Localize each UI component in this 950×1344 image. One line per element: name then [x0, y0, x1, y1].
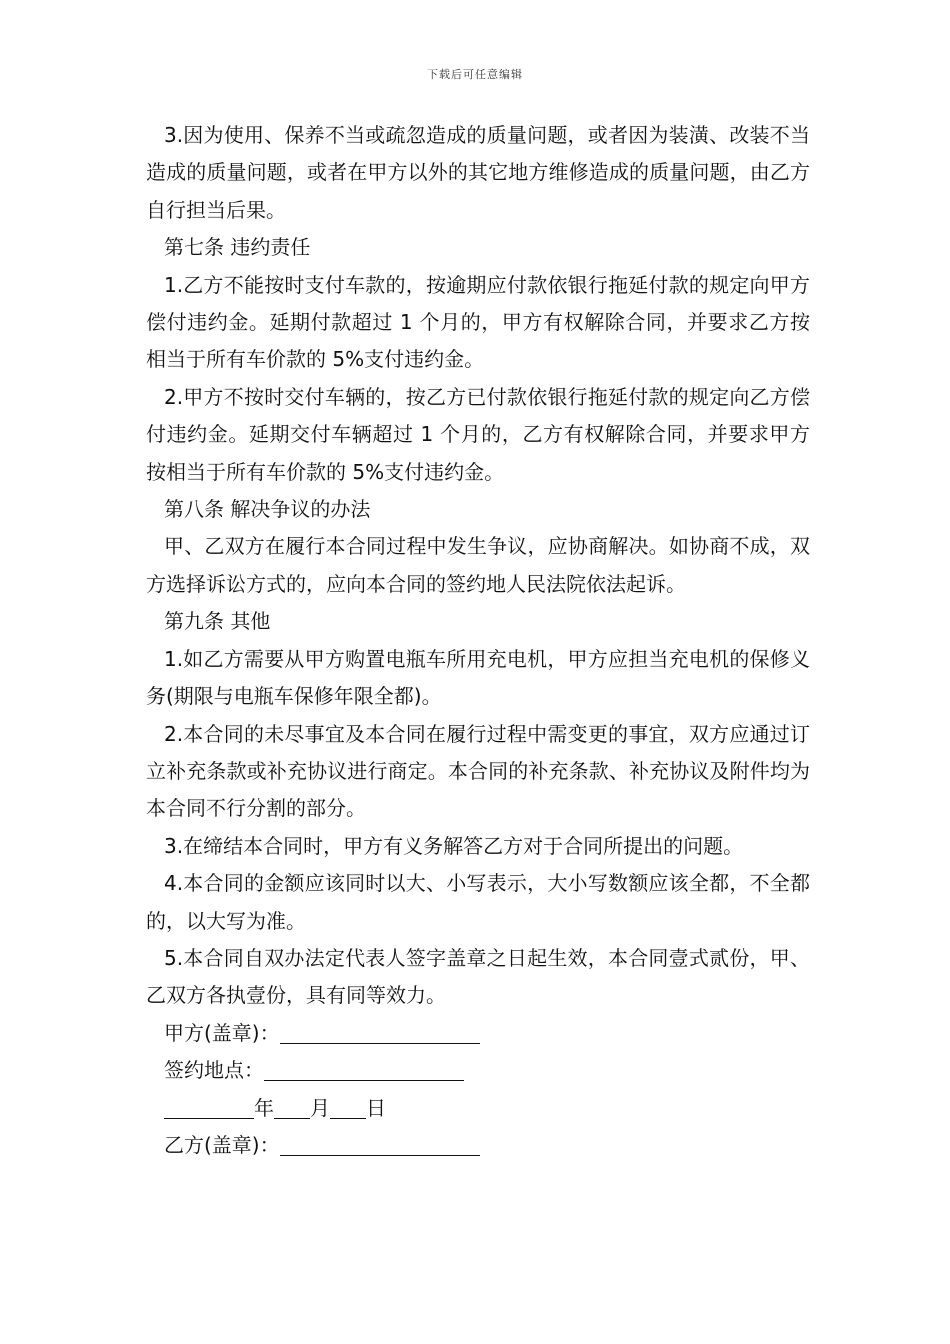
party-b-label: 乙方(盖章)：	[164, 1132, 280, 1157]
party-b-signature-blank[interactable]	[280, 1133, 480, 1156]
clause-paragraph: 1.如乙方需要从甲方购置电瓶车所用充电机，甲方应担当充电机的保修义务(期限与电瓶车保修年限全都)。	[146, 646, 810, 709]
clause-paragraph: 2.甲方不按时交付车辆的，按乙方已付款依银行拖延付款的规定向乙方偿付违约金。延期交付车辆超过 1 个月的，乙方有权解除合同，并要求甲方按相当于所有车价款的 5%支付违约金。	[146, 384, 810, 484]
clause-paragraph: 3.在缔结本合同时，甲方有义务解答乙方对于合同所提出的问题。	[164, 833, 744, 858]
clause-paragraph: 2.本合同的未尽事宜及本合同在履行过程中需变更的事宜，双方应通过订立补充条款或补充协议进行商定。本合同的补充条款、补充协议及附件均为本合同不行分割的部分。	[146, 721, 810, 821]
article-9-heading: 第九条 其他	[164, 609, 271, 634]
party-b-signature-line	[146, 1127, 810, 1164]
clause-paragraph: 甲、乙双方在履行本合同过程中发生争议，应协商解决。如协商不成，双方选择诉讼方式的，应向本合同的签约地人民法院依法起诉。	[146, 534, 810, 596]
signing-place-line	[146, 1052, 810, 1089]
day-label: 日	[366, 1095, 386, 1120]
month-label: 月	[310, 1095, 330, 1120]
party-a-signature-line	[146, 1015, 810, 1052]
contract-body	[146, 117, 810, 1164]
article-7-heading: 第七条 违约责任	[164, 235, 311, 260]
party-a-label: 甲方(盖章)：	[164, 1020, 280, 1045]
article-8-heading: 第八条 解决争议的办法	[164, 497, 371, 522]
clause-paragraph: 1.乙方不能按时支付车款的，按逾期应付款依银行拖延付款的规定向甲方偿付违约金。延期付款超过 1 个月的，甲方有权解除合同，并要求乙方按相当于所有车价款的 5%支付违约金。	[146, 272, 810, 372]
month-blank[interactable]	[274, 1096, 310, 1119]
signing-place-blank[interactable]	[264, 1058, 464, 1081]
signing-place-label: 签约地点：	[164, 1058, 264, 1083]
day-blank[interactable]	[330, 1096, 366, 1119]
clause-paragraph: 3.因为使用、保养不当或疏忽造成的质量问题，或者因为装潢、改装不当造成的质量问题，或者在甲方以外的其它地方维修造成的质量问题，由乙方自行担当后果。	[146, 123, 810, 222]
clause-paragraph: 5.本合同自双办法定代表人签字盖章之日起生效，本合同壹式贰份，甲、乙双方各执壹份，具有同等效力。	[146, 945, 810, 1008]
year-label: 年	[254, 1095, 274, 1120]
year-blank[interactable]	[164, 1096, 254, 1119]
page-header-note: 下载后可任意编辑	[427, 68, 523, 81]
clause-paragraph: 4.本合同的金额应该同时以大、小写表示，大小写数额应该全都，不全都的，以大写为准。	[146, 871, 810, 933]
party-a-signature-blank[interactable]	[280, 1021, 480, 1044]
date-line	[146, 1090, 810, 1127]
